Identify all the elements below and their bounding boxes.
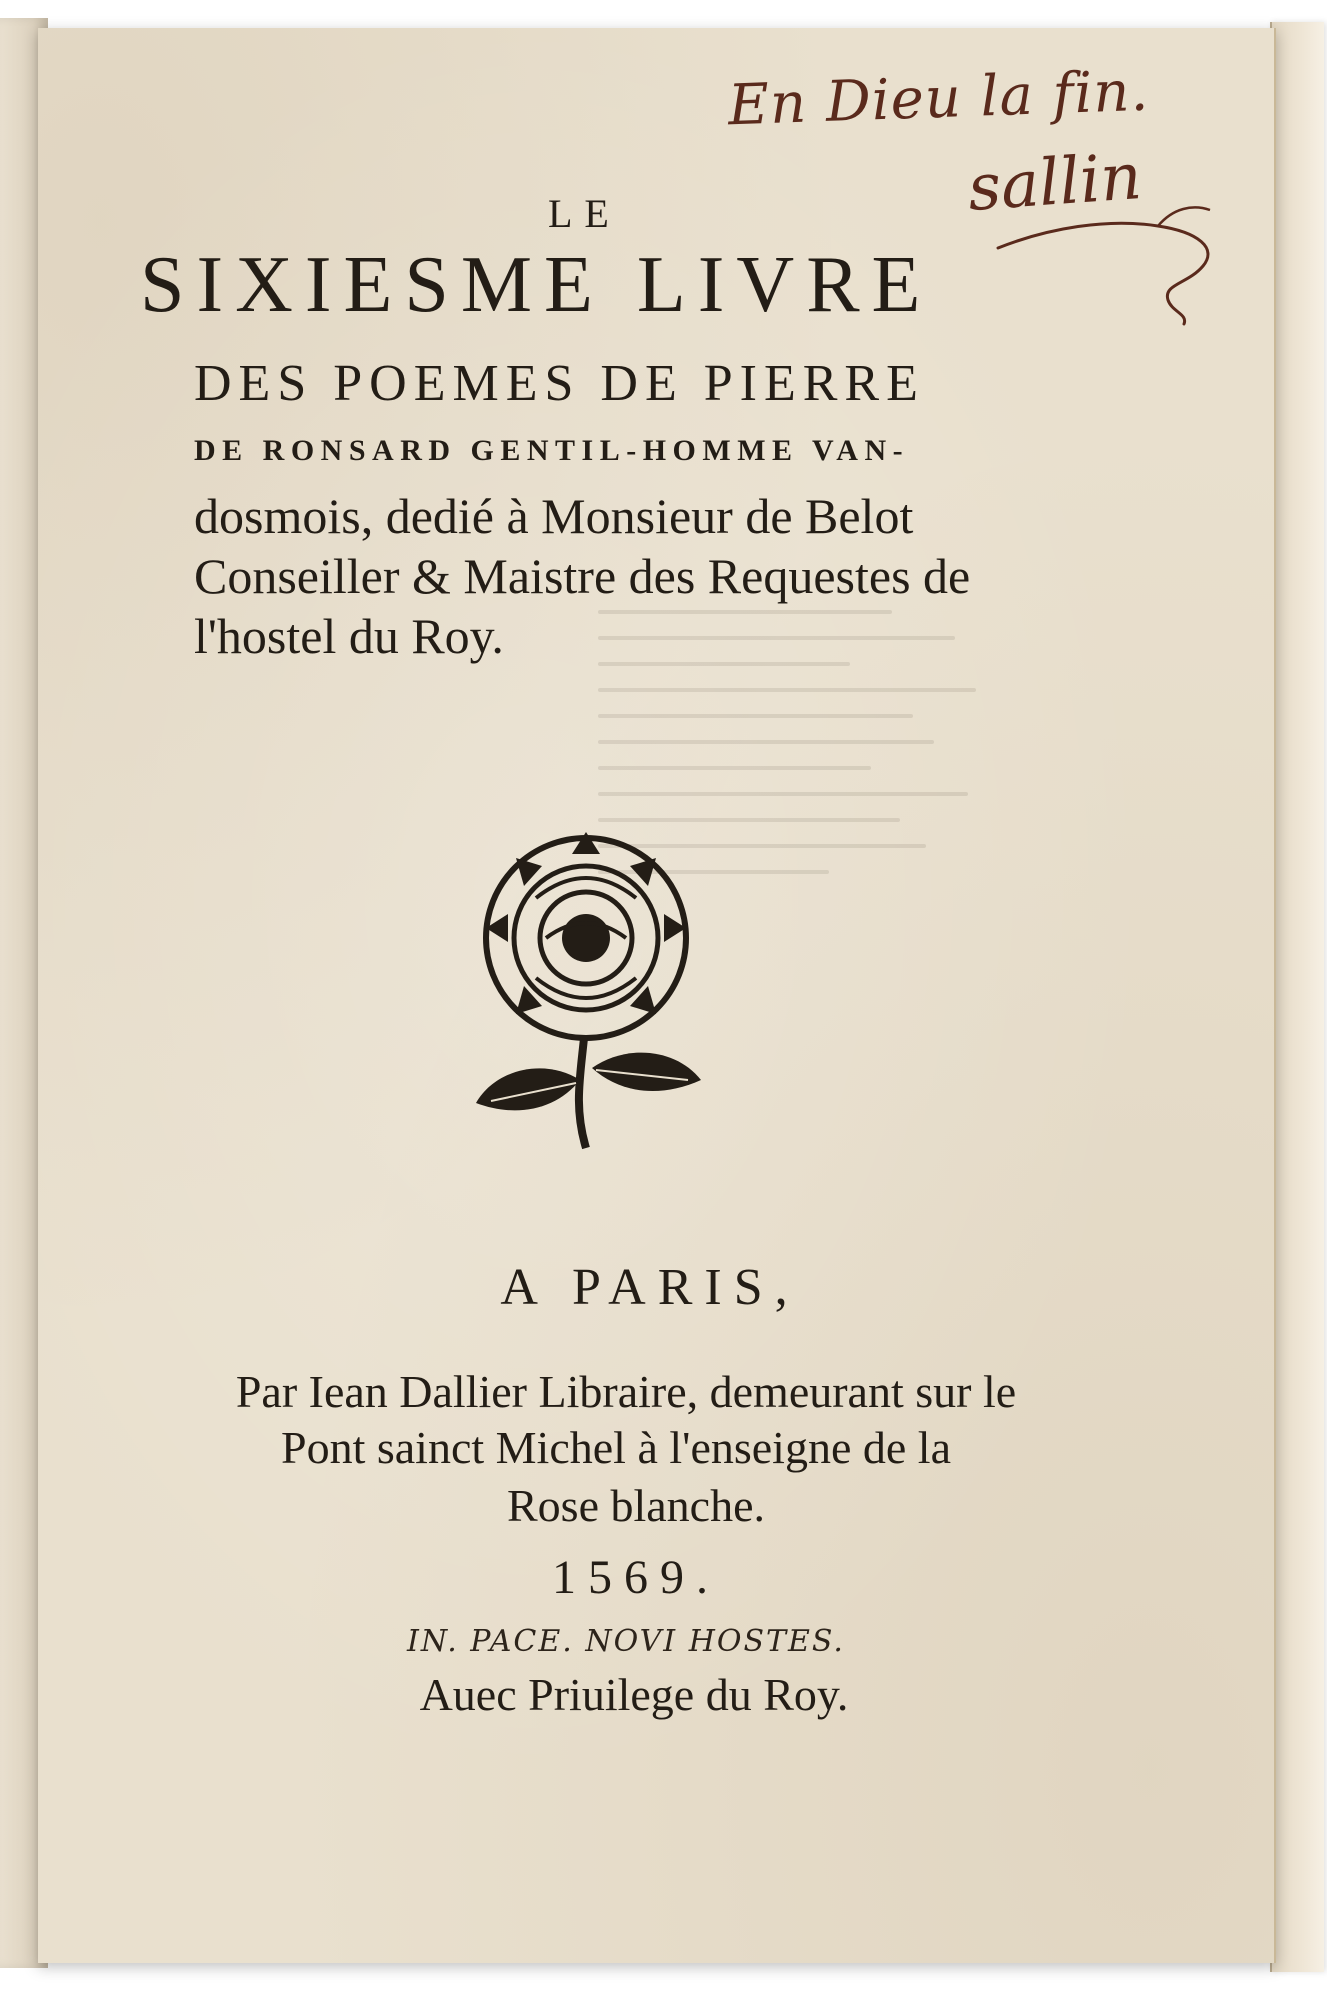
title-article: LE <box>548 191 621 236</box>
signature-flourish-icon <box>988 188 1228 328</box>
rose-woodcut-icon <box>456 818 716 1158</box>
dedication-text: dosmois, dedié à Monsieur de Belot Conseiller & Maistre des Requestes de l'hostel du Roy. <box>194 488 971 664</box>
book-title: SIXIESME LIVRE <box>140 241 933 329</box>
manuscript-signature: sallin <box>965 140 1144 226</box>
right-page-edge <box>1270 22 1324 1972</box>
imprint-city: A PARIS, <box>500 1259 800 1316</box>
printer-line-1: Par Iean Dallier Libraire, demeurant sur le <box>235 1366 1017 1417</box>
privilege-line: Auec Priuilege du Roy. <box>419 1669 849 1720</box>
title-page <box>38 28 1276 1963</box>
manuscript-motto: En Dieu la fin. <box>726 58 1151 139</box>
motto-inscription: IN. PACE. NOVI HOSTES. <box>407 1624 845 1659</box>
book-subtitle: DES POEMES DE PIERRE <box>194 355 925 412</box>
imprint-year: 1569. <box>552 1551 720 1604</box>
printer-line-3: Rose blanche. <box>506 1480 766 1531</box>
printer-line-2: Pont sainct Michel à l'enseigne de la <box>281 1422 951 1473</box>
author-line: DE RONSARD GENTIL-HOMME VAN- <box>194 434 910 467</box>
